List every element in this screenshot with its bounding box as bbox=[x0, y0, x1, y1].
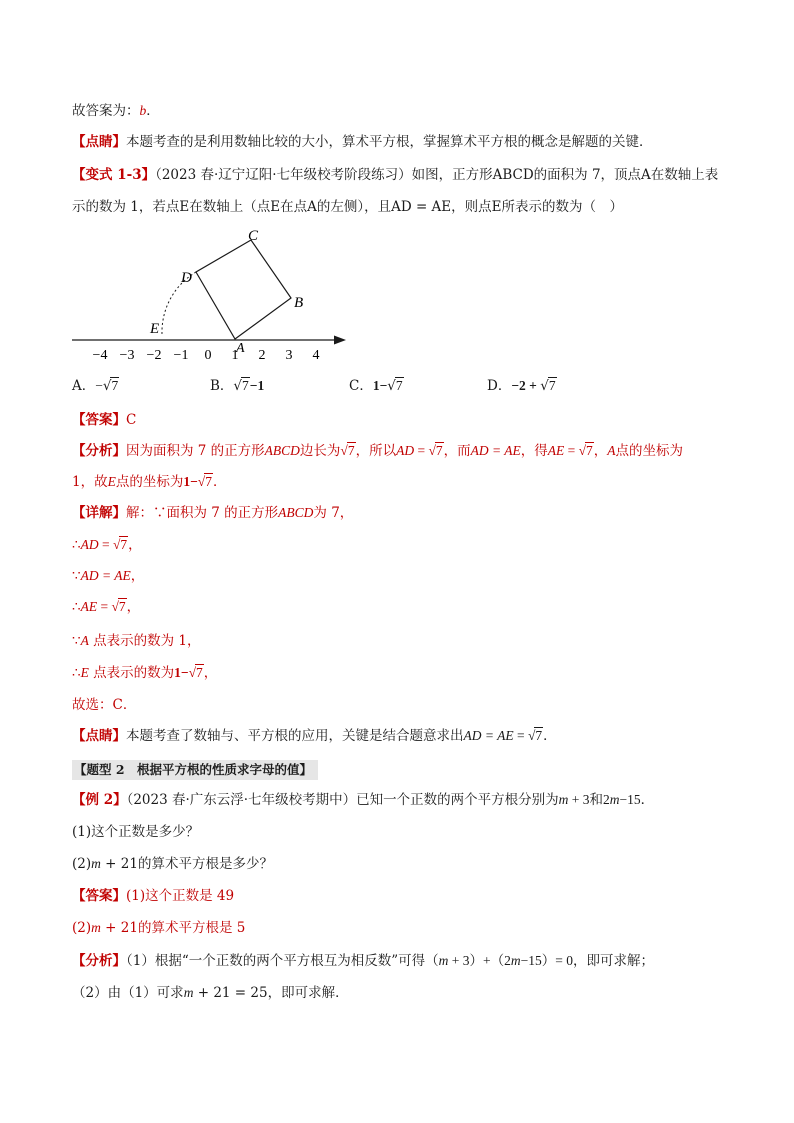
step-1: ∴AD = √7， bbox=[72, 537, 142, 553]
s3-d: ， bbox=[126, 599, 141, 615]
answer-2-text: (1)这个正数是 49 bbox=[126, 888, 235, 904]
choice-a-pre: − bbox=[95, 378, 103, 393]
dj2-rad: 7 bbox=[535, 728, 543, 743]
choice-c-label: C． bbox=[349, 378, 373, 394]
answer-1-text: C bbox=[126, 412, 137, 428]
fx1-j: AE bbox=[547, 443, 565, 458]
detail-line bbox=[72, 503, 353, 523]
q1-text: (1)这个正数是多少？ bbox=[72, 824, 200, 840]
fx1-d: ，所以 bbox=[355, 443, 397, 459]
fx3-d: m bbox=[510, 953, 521, 968]
q2-a: (2) bbox=[72, 856, 92, 872]
fx1-c: 边长为 bbox=[299, 443, 341, 459]
choice-d-label: D． bbox=[487, 378, 512, 394]
fx3-a: （1）根据“一个正数的两个平方根互为相反数”可得（ bbox=[126, 953, 439, 969]
step-6 bbox=[72, 695, 136, 715]
point-label-b: B bbox=[294, 295, 304, 311]
fx2-a: 1，故 bbox=[72, 474, 108, 490]
s2-a: ∵ bbox=[72, 568, 81, 584]
fx2-b: E bbox=[107, 474, 116, 489]
fx4-c: + 21 = 25，即可求解． bbox=[193, 985, 349, 1001]
s1-a: ∴ bbox=[72, 537, 81, 553]
ans2b-b: m bbox=[91, 920, 101, 935]
tick-label: 2 bbox=[258, 348, 266, 363]
choice-a: A．−√7 bbox=[72, 378, 119, 394]
number-line-figure bbox=[66, 222, 356, 372]
square-abcd bbox=[196, 240, 291, 339]
fx1-a: 因为面积为 7 的正方形 bbox=[126, 443, 265, 459]
s5-a: ∴ bbox=[72, 665, 81, 681]
fx1-i: ，得 bbox=[520, 443, 548, 459]
fx3-b: m bbox=[438, 953, 449, 968]
xj-b: ABCD bbox=[278, 505, 314, 520]
tick-label: −3 bbox=[119, 348, 135, 363]
s4-a: ∵ bbox=[72, 633, 81, 649]
fx1-f: = bbox=[414, 443, 429, 458]
answer-line bbox=[72, 101, 160, 121]
tick-label: −4 bbox=[92, 348, 108, 363]
analysis-2-tag: 【分析】 bbox=[72, 953, 126, 969]
s3-b: AE bbox=[80, 599, 98, 614]
fx2-rad: 7 bbox=[205, 474, 212, 489]
tick-label: −2 bbox=[146, 348, 162, 363]
s2-c: ， bbox=[130, 568, 145, 584]
ex2-e: −15． bbox=[619, 792, 655, 807]
choice-c: C．1−√7 bbox=[349, 378, 403, 394]
answer-2b bbox=[72, 918, 245, 938]
section-heading-text: 【题型 2 根据平方根的性质求字母的值】 bbox=[74, 762, 313, 777]
choice-a-rad: 7 bbox=[111, 378, 119, 393]
variant-line-2 bbox=[72, 197, 623, 217]
point-label-c: C bbox=[248, 228, 259, 244]
choice-d: D．−2 + √7 bbox=[487, 378, 556, 394]
answer-2 bbox=[72, 886, 234, 906]
fx4-a: （2）由（1）可求 bbox=[72, 985, 184, 1001]
tick-label: 3 bbox=[285, 348, 293, 363]
answer-prefix: 故答案为： bbox=[72, 103, 140, 119]
example-2-tag: 【例 2】 bbox=[72, 792, 127, 808]
dj2-a: 本题考查了数轴与、平方根的应用，关键是结合题意求出 bbox=[126, 728, 464, 744]
analysis-line-2: 1，故E点的坐标为1−√7． bbox=[72, 474, 227, 490]
fx2-d: 1− bbox=[183, 474, 198, 489]
s2-b: AD = AE bbox=[80, 568, 131, 583]
analysis-2b bbox=[72, 983, 349, 1003]
step-2 bbox=[72, 566, 144, 586]
comment-line bbox=[72, 132, 653, 152]
dj2-d: ． bbox=[543, 728, 557, 744]
choice-b: B．√7−1 bbox=[210, 378, 265, 394]
question-2 bbox=[72, 854, 273, 874]
s5-e: ， bbox=[203, 665, 218, 681]
s3-a: ∴ bbox=[72, 599, 81, 615]
ex2-b: m bbox=[558, 792, 569, 807]
fx1-m: A bbox=[607, 443, 616, 458]
question-1 bbox=[72, 822, 199, 842]
axis-arrow bbox=[334, 336, 346, 345]
q2-b: m bbox=[91, 856, 101, 871]
answer-1 bbox=[72, 410, 136, 430]
comment-tag: 【点睛】 bbox=[72, 134, 126, 150]
analysis-tag: 【分析】 bbox=[72, 443, 126, 459]
fx4-b: m bbox=[183, 985, 194, 1000]
step-4 bbox=[72, 631, 201, 651]
fx1-rad3: 7 bbox=[586, 443, 593, 458]
point-label-d: D bbox=[181, 270, 192, 286]
answer-value: b bbox=[139, 103, 147, 118]
example-2 bbox=[72, 790, 654, 810]
fx1-g: ，而 bbox=[443, 443, 471, 459]
answer-2-tag: 【答案】 bbox=[72, 888, 126, 904]
analysis-2 bbox=[72, 951, 654, 971]
ex2-d: m bbox=[609, 792, 620, 807]
fx2-c: 点的坐标为 bbox=[115, 474, 184, 490]
comment-2: 【点睛】本题考查了数轴与、平方根的应用，关键是结合题意求出AD = AE = √7． bbox=[72, 728, 557, 744]
xj-c: 为 7， bbox=[313, 505, 354, 521]
s4-c: 点表示的数为 1， bbox=[88, 633, 201, 649]
tick-label: 0 bbox=[204, 348, 212, 363]
tick-label: 4 bbox=[312, 348, 320, 363]
s3-rad: 7 bbox=[118, 599, 126, 614]
fx1-n: 点的坐标为 bbox=[615, 443, 684, 459]
choice-d-pre: −2 + bbox=[511, 378, 541, 393]
s5-rad: 7 bbox=[196, 665, 203, 680]
variant-text: （2023 春·辽宁辽阳·七年级校考阶段练习）如图，正方形ABCD的面积为 7，顶点A在数轴上表 bbox=[155, 167, 719, 183]
variant-text-2: 示的数为 1，若点E在数轴上（点E在点A的左侧），且AD = AE，则点E所表示的数为（ ） bbox=[72, 199, 624, 215]
point-label-e: E bbox=[150, 321, 160, 337]
step-5: ∴E 点表示的数为1−√7， bbox=[72, 665, 218, 681]
s1-d: ， bbox=[128, 537, 142, 553]
ex2-c: + 3和2 bbox=[568, 792, 610, 807]
choice-d-rad: 7 bbox=[548, 378, 556, 393]
section-heading bbox=[72, 760, 318, 780]
s1-b: AD bbox=[80, 537, 99, 552]
fx1-e: AD bbox=[396, 443, 415, 458]
tick-label: −1 bbox=[173, 348, 189, 363]
choice-b-label: B． bbox=[210, 378, 234, 394]
choice-c-rad: 7 bbox=[395, 378, 403, 393]
s3-c: = bbox=[97, 599, 112, 614]
fx1-k: = bbox=[564, 443, 579, 458]
tick-label: 1 bbox=[231, 348, 239, 363]
s1-c: = bbox=[98, 537, 113, 552]
fx3-e: −15）= 0，即可求解； bbox=[520, 953, 654, 968]
s5-d: 1− bbox=[174, 665, 189, 680]
s1-rad: 7 bbox=[120, 537, 128, 552]
point-label-a: A bbox=[236, 341, 245, 356]
choice-a-label: A． bbox=[72, 378, 96, 394]
detail-tag: 【详解】 bbox=[72, 505, 126, 521]
s5-b: E bbox=[80, 665, 89, 680]
answer-end: ． bbox=[146, 103, 160, 119]
choice-b-post: −1 bbox=[249, 378, 265, 393]
comment-text: 本题考查的是利用数轴比较的大小，算术平方根，掌握算术平方根的概念是解题的关键． bbox=[126, 134, 653, 150]
xj-a: 解：∵面积为 7 的正方形 bbox=[126, 505, 279, 521]
fx1-b: ABCD bbox=[264, 443, 300, 458]
s5-c: 点表示的数为 bbox=[88, 665, 175, 681]
fx3-c: + 3）+（2 bbox=[448, 953, 511, 968]
dj2-c: = bbox=[513, 728, 528, 743]
ex2-a: （2023 春·广东云浮·七年级校考期中）已知一个正数的两个平方根分别为 bbox=[126, 792, 559, 808]
analysis-line-1: 【分析】因为面积为 7 的正方形ABCD边长为√7，所以AD = √7，而AD = AE，得AE = √7，A点的坐标为 bbox=[72, 443, 684, 459]
fx1-h: AD = AE bbox=[470, 443, 521, 458]
variant-tag: 【变式 1-3】 bbox=[72, 167, 156, 183]
ans2b-a: (2) bbox=[72, 920, 92, 936]
fx2-e: ． bbox=[212, 474, 227, 490]
ans2b-c: + 21的算术平方根是 5 bbox=[100, 920, 246, 936]
s4-b: A bbox=[80, 633, 89, 648]
s6-text: 故选：C． bbox=[72, 697, 137, 713]
choice-b-rad: 7 bbox=[242, 378, 249, 393]
step-3: ∴AE = √7， bbox=[72, 599, 141, 615]
answer-1-tag: 【答案】 bbox=[72, 412, 126, 428]
comment-2-tag: 【点睛】 bbox=[72, 728, 126, 744]
variant-line-1 bbox=[72, 165, 718, 185]
fx1-l: ， bbox=[593, 443, 608, 459]
choice-c-pre: 1− bbox=[372, 378, 388, 393]
dj2-b: AD = AE bbox=[463, 728, 514, 743]
fx1-rad1: 7 bbox=[347, 443, 355, 458]
fx1-rad2: 7 bbox=[435, 443, 443, 458]
q2-c: + 21的算术平方根是多少？ bbox=[100, 856, 273, 872]
